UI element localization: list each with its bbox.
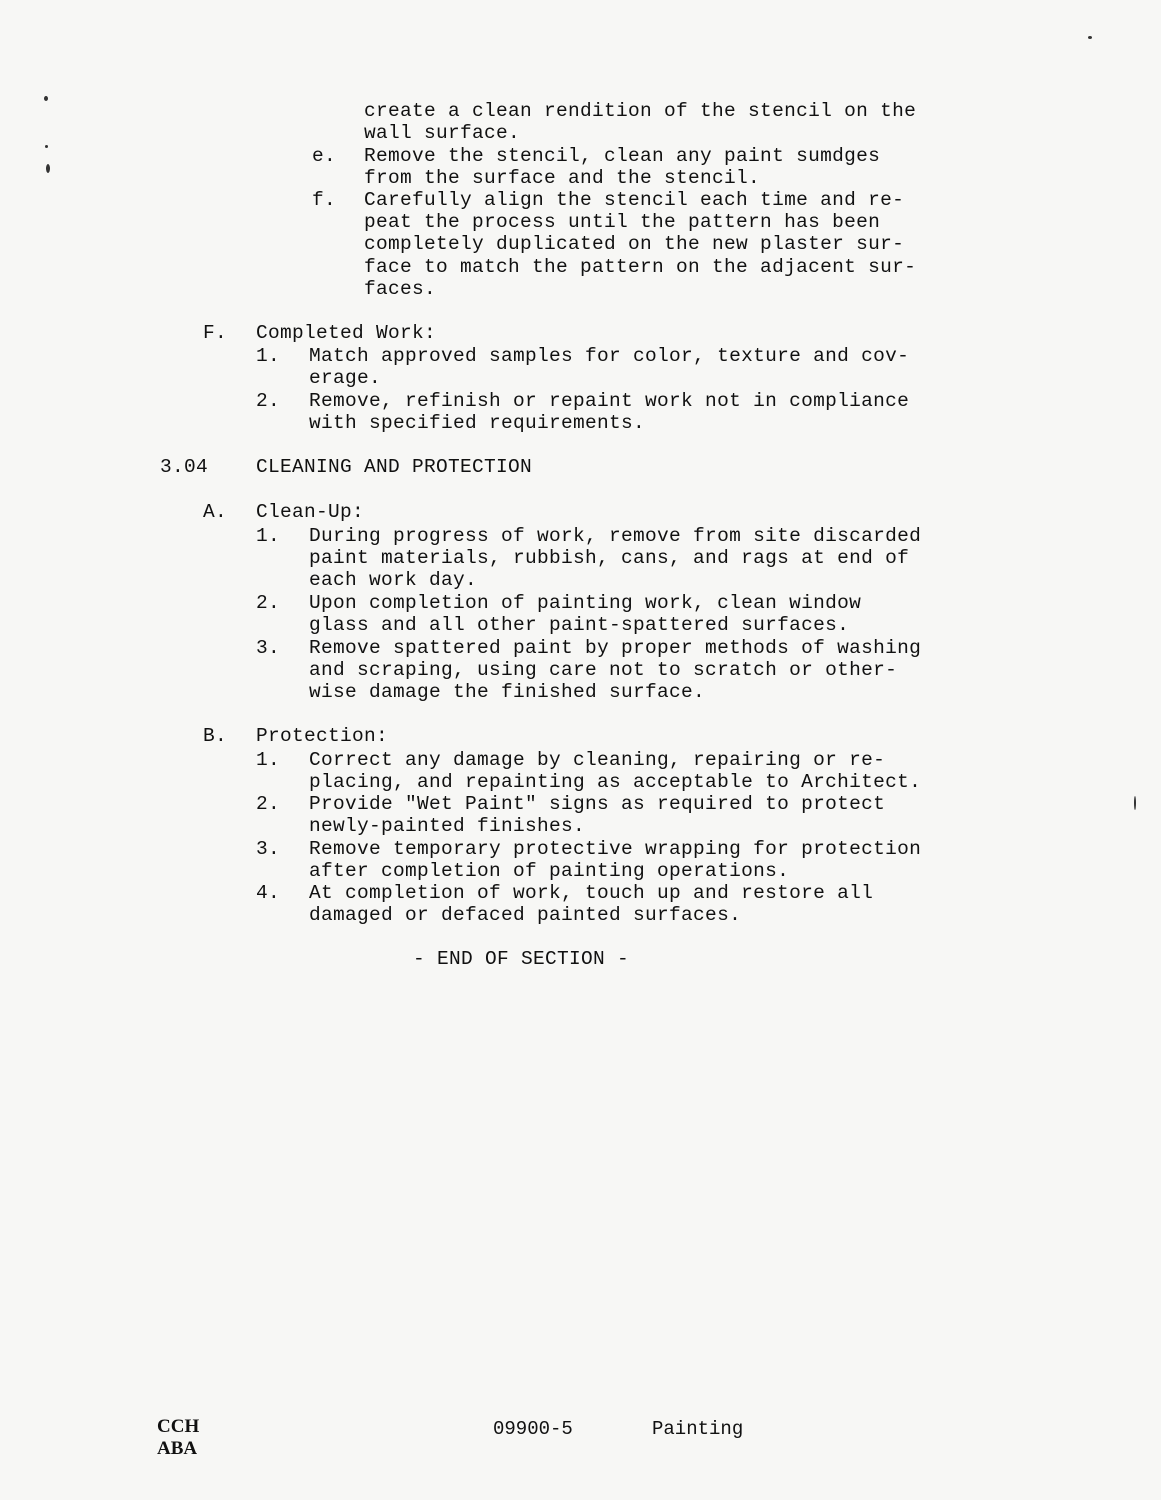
item-line: During progress of work, remove from site discarded bbox=[309, 525, 922, 547]
item-line: and scraping, using care not to scratch or other- bbox=[309, 659, 898, 681]
item-line: glass and all other paint-spattered surfaces. bbox=[309, 614, 850, 636]
item-line: after completion of painting operations. bbox=[309, 860, 790, 882]
item-line: Upon completion of painting work, clean window bbox=[309, 592, 862, 614]
intro-line: create a clean rendition of the stencil on the bbox=[364, 100, 917, 122]
subsection-heading: Completed Work: bbox=[256, 322, 437, 344]
section-title: CLEANING AND PROTECTION bbox=[256, 456, 533, 478]
step-line: face to match the pattern on the adjacent sur- bbox=[364, 256, 917, 278]
item-line: each work day. bbox=[309, 569, 478, 591]
footer-code-line1: CCH bbox=[157, 1416, 200, 1437]
footer-section-number: 09900-5 bbox=[493, 1418, 573, 1440]
footer-code-line2: ABA bbox=[157, 1438, 198, 1459]
scan-speck bbox=[1134, 796, 1136, 810]
scan-speck bbox=[46, 164, 50, 173]
step-line: faces. bbox=[364, 278, 437, 300]
item-marker: 2. bbox=[256, 390, 281, 412]
item-marker: 1. bbox=[256, 525, 281, 547]
subsection-marker: F. bbox=[203, 322, 228, 344]
step-line: completely duplicated on the new plaster sur- bbox=[364, 233, 905, 255]
item-line: Remove spattered paint by proper methods of washing bbox=[309, 637, 922, 659]
subsection-marker: B. bbox=[203, 725, 228, 747]
item-marker: 3. bbox=[256, 637, 281, 659]
item-line: erage. bbox=[309, 367, 382, 389]
section-number: 3.04 bbox=[160, 456, 209, 478]
scan-speck bbox=[1088, 36, 1092, 39]
footer-section-name: Painting bbox=[652, 1418, 744, 1440]
subsection-marker: A. bbox=[203, 501, 228, 523]
subsection-heading: Protection: bbox=[256, 725, 389, 747]
item-marker: 1. bbox=[256, 749, 281, 771]
intro-line: wall surface. bbox=[364, 122, 521, 144]
item-marker: 2. bbox=[256, 793, 281, 815]
item-marker: 2. bbox=[256, 592, 281, 614]
subsection-heading: Clean-Up: bbox=[256, 501, 365, 523]
scan-speck bbox=[44, 96, 48, 101]
scan-speck bbox=[45, 145, 48, 148]
step-line: Remove the stencil, clean any paint sumdges bbox=[364, 145, 881, 167]
end-of-section: - END OF SECTION - bbox=[413, 948, 630, 970]
item-marker: 4. bbox=[256, 882, 281, 904]
item-line: damaged or defaced painted surfaces. bbox=[309, 904, 742, 926]
item-marker: 3. bbox=[256, 838, 281, 860]
item-line: placing, and repainting as acceptable to Architect. bbox=[309, 771, 922, 793]
item-line: Provide "Wet Paint" signs as required to protect bbox=[309, 793, 886, 815]
item-line: wise damage the finished surface. bbox=[309, 681, 706, 703]
step-line: peat the process until the pattern has been bbox=[364, 211, 881, 233]
item-line: Remove temporary protective wrapping for protection bbox=[309, 838, 922, 860]
item-line: with specified requirements. bbox=[309, 412, 646, 434]
item-line: Correct any damage by cleaning, repairing or re- bbox=[309, 749, 886, 771]
step-marker: e. bbox=[312, 145, 337, 167]
item-line: At completion of work, touch up and restore all bbox=[309, 882, 874, 904]
item-line: paint materials, rubbish, cans, and rags at end of bbox=[309, 547, 910, 569]
item-marker: 1. bbox=[256, 345, 281, 367]
step-line: from the surface and the stencil. bbox=[364, 167, 761, 189]
step-line: Carefully align the stencil each time and re- bbox=[364, 189, 905, 211]
step-marker: f. bbox=[312, 189, 337, 211]
item-line: Remove, refinish or repaint work not in compliance bbox=[309, 390, 910, 412]
item-line: Match approved samples for color, texture and cov- bbox=[309, 345, 910, 367]
item-line: newly-painted finishes. bbox=[309, 815, 586, 837]
